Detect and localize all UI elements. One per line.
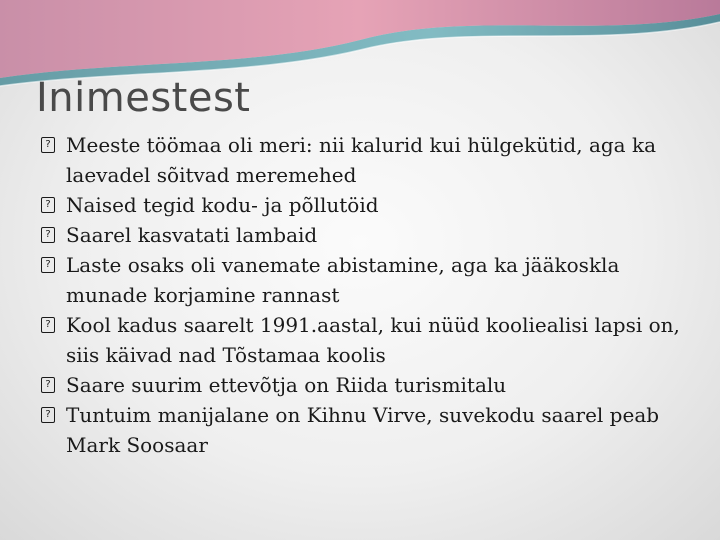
bullet-text: Kool kadus saarelt 1991.aastal, kui nüüd kooliealisi lapsi on, siis käivad nad Tõstamaa koolis: [66, 313, 680, 367]
bullet-marker-icon: ?: [41, 377, 55, 393]
bullet-item: [40, 400, 700, 460]
bullet-marker-icon: ?: [41, 227, 55, 243]
bullet-marker-icon: ?: [41, 197, 55, 213]
header-pink-wave: [0, 0, 720, 78]
bullet-text: Tuntuim manijalane on Kihnu Virve, suvekodu saarel peab Mark Soosaar: [66, 403, 660, 457]
bullet-item: [40, 190, 700, 220]
bullet-text: Saare suurim ettevõtja on Riida turismitalu: [66, 373, 507, 397]
bullet-text: Naised tegid kodu- ja põllutöid: [66, 193, 379, 217]
bullet-marker-icon: ?: [41, 257, 55, 273]
bullet-item: [40, 370, 700, 400]
bullet-marker-icon: ?: [41, 407, 55, 423]
bullet-text: Meeste töömaa oli meri: nii kalurid kui hülgekütid, aga ka laevadel sõitvad meremehed: [66, 133, 656, 187]
bullet-list: [40, 130, 700, 460]
bullet-marker-icon: ?: [41, 317, 55, 333]
bullet-text: Saarel kasvatati lambaid: [66, 223, 318, 247]
bullet-text: Laste osaks oli vanemate abistamine, aga ka jääkoskla munade korjamine rannast: [66, 253, 620, 307]
bullet-item: [40, 220, 700, 250]
bullet-item: [40, 310, 700, 370]
bullet-item: [40, 250, 700, 310]
slide-title: Inimestest: [36, 75, 251, 121]
bullet-item: [40, 130, 700, 190]
bullet-marker-icon: ?: [41, 137, 55, 153]
